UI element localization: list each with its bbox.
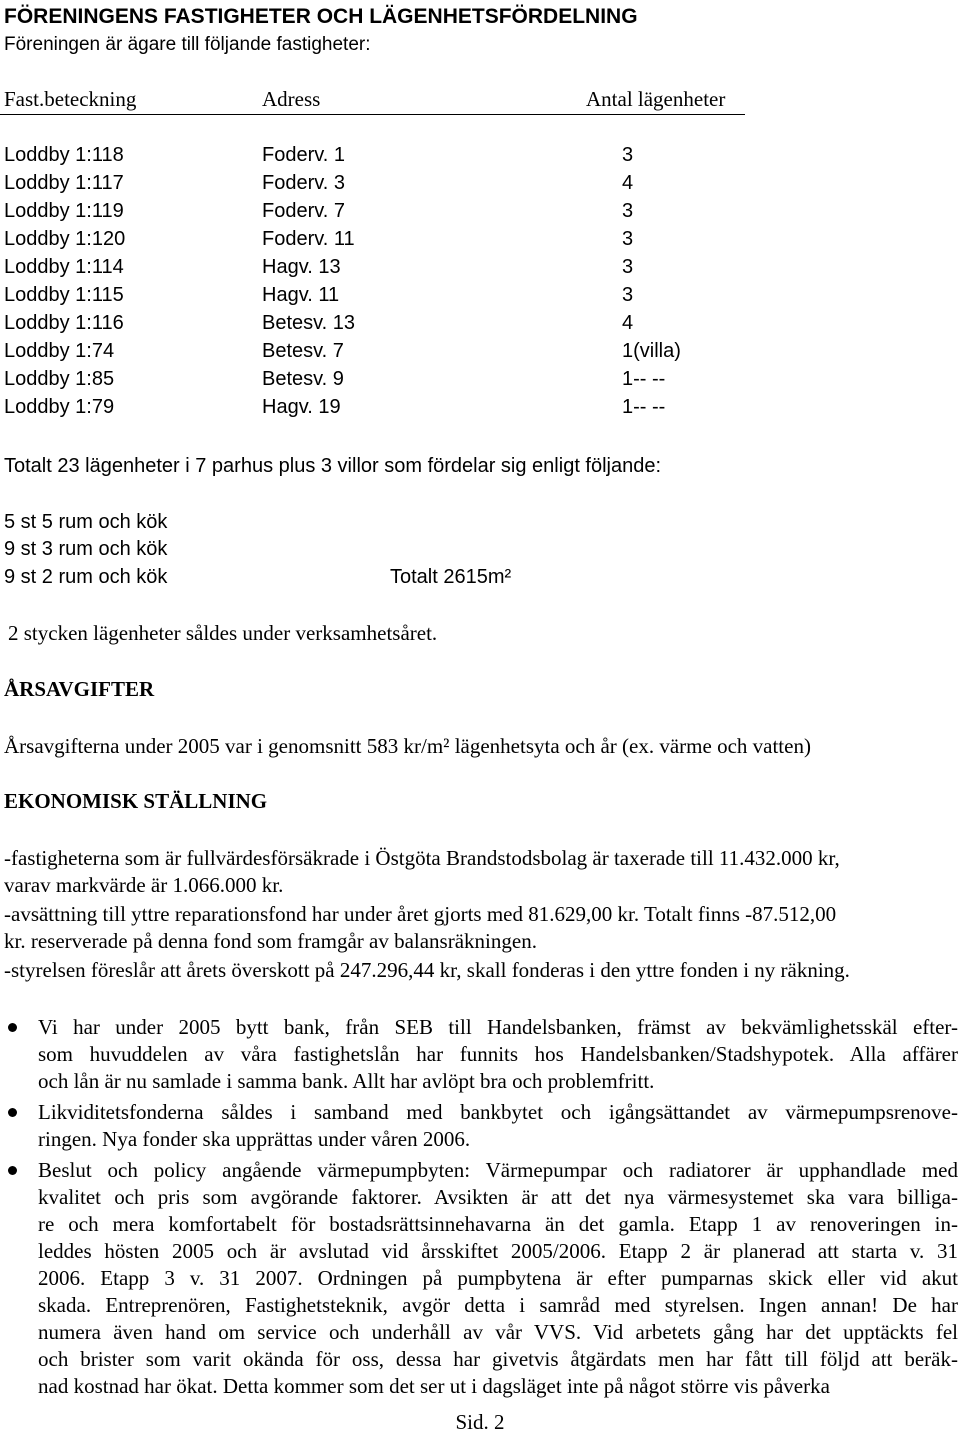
bullet-icon: [8, 1023, 17, 1032]
bullet-text: [38, 1157, 958, 1400]
cell-adress: Hagv. 19: [262, 396, 341, 418]
page-number: Sid. 2: [455, 1410, 505, 1434]
cell-fastbeteckning: Loddby 1:118: [4, 144, 124, 166]
bullet-line: och lån är nu samlade i samma bank. Allt har avlöpt bra och problemfritt.: [38, 1069, 655, 1093]
cell-antal: 4: [622, 172, 634, 194]
cell-adress: Betesv. 9: [262, 368, 344, 390]
cell-antal: 4: [622, 312, 634, 334]
cell-adress: Foderv. 7: [262, 200, 345, 222]
room-type-item: 9 st 2 rum och kök: [4, 566, 168, 588]
table-row: [0, 282, 760, 310]
bullet-line: skada. Entreprenören, Fastighetsteknik, avgör detta i samråd med styrelsen. Ingen annan! De har: [38, 1293, 958, 1317]
cell-fastbeteckning: Loddby 1:120: [4, 228, 126, 250]
room-type-item: 5 st 5 rum och kök: [4, 511, 168, 533]
fees-text: Årsavgifterna under 2005 var i genomsnitt 583 kr/m² lägenhetsyta och år (ex. värme och vatten): [4, 734, 811, 758]
summary-text: Totalt 23 lägenheter i 7 parhus plus 3 villor som fördelar sig enligt följande:: [4, 455, 662, 477]
cell-antal: 3: [622, 144, 634, 166]
bullet-line: som huvuddelen av våra fastighetslån har funnits hos Handelsbanken/Stadshypotek. Alla affärer: [38, 1042, 958, 1066]
cell-fastbeteckning: Loddby 1:115: [4, 284, 124, 306]
bullet-line: 2006. Etapp 3 v. 31 2007. Ordningen på pumpbytena är efter pumparnas skick eller vid akut: [38, 1266, 958, 1290]
bullet-line: leddes hösten 2005 och är avslutad vid årsskiftet 2005/2006. Etapp 2 är planerad att starta v. 31: [38, 1239, 958, 1263]
total-area: Totalt 2615m²: [390, 566, 512, 588]
table-row: [0, 338, 760, 366]
cell-fastbeteckning: Loddby 1:79: [4, 396, 115, 418]
col-header-antal: Antal lägenheter: [586, 87, 726, 111]
bullet-line: och brister som varit okända för oss, dessa har givetvis åtgärdats men har fått till följd att beräk-: [38, 1347, 958, 1371]
economy-line: -fastigheterna som är fullvärdesförsäkrade i Östgöta Brandstodsbolag är taxerade till 11.432.000 kr,: [4, 846, 840, 870]
economy-line: varav markvärde är 1.066.000 kr.: [4, 873, 284, 897]
cell-fastbeteckning: Loddby 1:119: [4, 200, 124, 222]
economy-heading: EKONOMISK STÄLLNING: [4, 789, 268, 813]
table-row: [0, 226, 760, 254]
cell-fastbeteckning: Loddby 1:117: [4, 172, 124, 194]
table-row: [0, 254, 760, 282]
bullet-line: nad kostnad har ökat. Detta kommer som det ser ut i dagsläget inte på något större vis påverka: [38, 1374, 830, 1398]
sold-text: 2 stycken lägenheter såldes under verksamhetsåret.: [8, 621, 438, 645]
cell-antal: 1-- --: [622, 396, 666, 418]
bullet-line: Beslut och policy angående värmepumpbyten: Värmepumpar och radiatorer är upphandlade med: [38, 1158, 958, 1182]
bullet-line: Likviditetsfonderna såldes i samband med bankbytet och igångsättandet av värmepumpsrenove-: [38, 1100, 958, 1124]
cell-fastbeteckning: Loddby 1:114: [4, 256, 124, 278]
bullet-icon: [8, 1108, 17, 1117]
fees-heading: ÅRSAVGIFTER: [4, 677, 155, 701]
cell-antal: 3: [622, 200, 634, 222]
bullet-line: numera även hand om service och underhåll av vår VVS. Vid arbetets gång har det upptäckts fel: [38, 1320, 958, 1344]
economy-line: -styrelsen föreslår att årets överskott på 247.296,44 kr, skall fonderas i den yttre fonden i ny räkning.: [4, 958, 850, 982]
cell-antal: 1-- --: [622, 368, 666, 390]
bullet-text: [38, 1014, 958, 1095]
bullet-line: ringen. Nya fonder ska upprättas under våren 2006.: [38, 1127, 471, 1151]
cell-adress: Betesv. 13: [262, 312, 356, 334]
section-heading: FÖRENINGENS FASTIGHETER OCH LÄGENHETSFÖRDELNING: [4, 5, 638, 28]
bullet-line: re och mera komfortabelt för bostadsrättsinnehavarna än det gamla. Etapp 1 av renoveringen in-: [38, 1212, 958, 1236]
table-row: [0, 170, 760, 198]
cell-fastbeteckning: Loddby 1:85: [4, 368, 115, 390]
table-row: [0, 366, 760, 394]
intro-text: Föreningen är ägare till följande fastigheter:: [4, 34, 371, 55]
room-type-item: 9 st 3 rum och kök: [4, 538, 168, 560]
cell-adress: Hagv. 11: [262, 284, 340, 306]
cell-adress: Foderv. 3: [262, 172, 345, 194]
col-header-fastbeteckning: Fast.beteckning: [4, 87, 137, 111]
table-row: [0, 198, 760, 226]
cell-adress: Betesv. 7: [262, 340, 344, 362]
bullet-line: Vi har under 2005 bytt bank, från SEB till Handelsbanken, främst av bekvämlighetsskäl efter-: [38, 1015, 958, 1039]
cell-fastbeteckning: Loddby 1:74: [4, 340, 115, 362]
table-row: [0, 142, 760, 170]
economy-line: -avsättning till yttre reparationsfond har under året gjorts med 81.629,00 kr. Totalt finns -87.512,00: [4, 902, 837, 926]
economy-line: kr. reserverade på denna fond som framgår av balansräkningen.: [4, 929, 537, 953]
cell-fastbeteckning: Loddby 1:116: [4, 312, 124, 334]
cell-antal: 3: [622, 284, 634, 306]
cell-adress: Hagv. 13: [262, 256, 341, 278]
cell-antal: 3: [622, 228, 634, 250]
cell-adress: Foderv. 11: [262, 228, 355, 250]
col-header-adress: Adress: [262, 87, 321, 111]
cell-adress: Foderv. 1: [262, 144, 345, 166]
bullet-line: kvalitet och pris som avgörande faktorer. Avsikten är att det nya värmesystemet ska vara billiga-: [38, 1185, 958, 1209]
table-header: [0, 86, 745, 115]
bullet-text: [38, 1099, 958, 1153]
table-row: [0, 310, 760, 338]
table-row: [0, 394, 760, 422]
property-table: [0, 142, 760, 422]
cell-antal: 3: [622, 256, 634, 278]
bullet-icon: [8, 1166, 17, 1175]
cell-antal: 1(villa): [622, 340, 681, 362]
